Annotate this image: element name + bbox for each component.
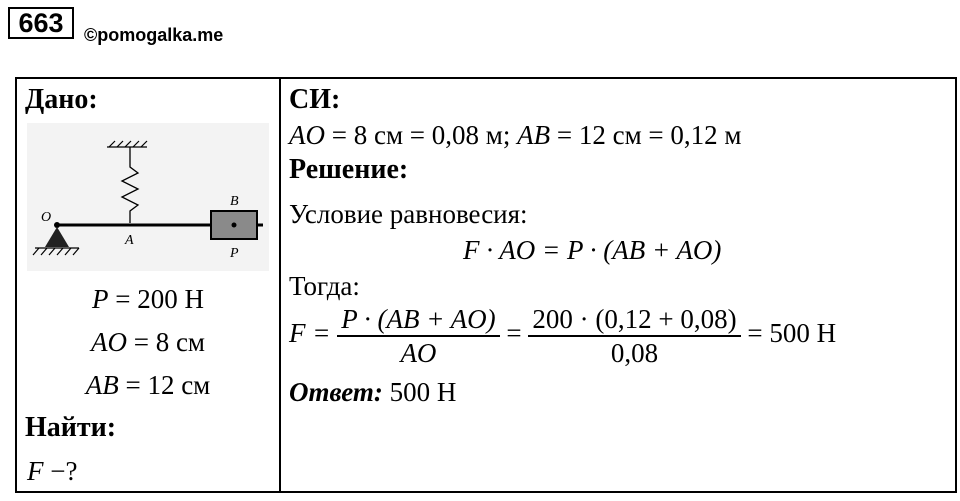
condition-label: Условие равновесия: xyxy=(289,199,528,229)
given-column xyxy=(17,79,279,491)
fraction-symbolic xyxy=(337,303,499,369)
fraction-symbolic-denominator: AO xyxy=(400,337,437,368)
then-label: Тогда: xyxy=(289,271,360,301)
si-conv-ab: = 12 см = 0,12 м xyxy=(550,120,742,150)
find-question: −? xyxy=(43,456,78,486)
weight-attach-point xyxy=(232,223,237,228)
find-heading: Найти: xyxy=(25,412,117,443)
given-line-ab xyxy=(17,370,279,400)
final-formula xyxy=(289,297,836,369)
given-value-ao: = 8 см xyxy=(126,327,206,357)
given-line-ao xyxy=(17,327,279,357)
solution-column xyxy=(281,79,955,491)
si-heading: СИ: xyxy=(289,84,341,115)
label-o: O xyxy=(41,210,52,225)
var-f: F xyxy=(27,456,44,486)
var-p: P xyxy=(92,284,109,314)
si-var-ao: AO xyxy=(289,120,325,150)
solution-table xyxy=(15,77,957,493)
answer-value: 500 Н xyxy=(382,377,457,407)
problem-number: 663 xyxy=(8,7,74,39)
fraction-numeric-numerator: 200 · (0,12 + 0,08) xyxy=(528,303,740,337)
equilibrium-equation: F · AO = P · (AB + AO) xyxy=(463,235,722,265)
si-var-ab: AB xyxy=(517,120,551,150)
answer-line xyxy=(289,377,456,407)
fraction-numeric xyxy=(528,303,740,369)
label-p: P xyxy=(230,246,239,261)
si-line xyxy=(289,120,742,150)
given-heading: Дано: xyxy=(25,84,98,115)
solution-heading: Решение: xyxy=(289,154,409,185)
formula-lhs: F = xyxy=(289,318,331,348)
formula-equals: = xyxy=(506,318,522,348)
var-ao: AO xyxy=(90,327,127,357)
label-a: A xyxy=(125,233,134,248)
si-conv-ao: = 8 см = 0,08 м; xyxy=(325,120,518,150)
formula-result: = 500 Н xyxy=(747,318,837,348)
lever-diagram xyxy=(27,123,269,271)
given-value-p: = 200 Н xyxy=(108,284,204,314)
site-watermark: ©pomogalka.me xyxy=(84,25,224,45)
fraction-numeric-denominator: 0,08 xyxy=(610,337,659,368)
find-line xyxy=(27,456,77,486)
given-value-ab: = 12 см xyxy=(118,370,211,400)
answer-label: Ответ: xyxy=(289,377,383,407)
var-ab: AB xyxy=(85,370,119,400)
label-b: B xyxy=(230,194,239,209)
given-line-p xyxy=(17,284,279,314)
fraction-symbolic-numerator: P · (AB + AO) xyxy=(337,303,499,337)
